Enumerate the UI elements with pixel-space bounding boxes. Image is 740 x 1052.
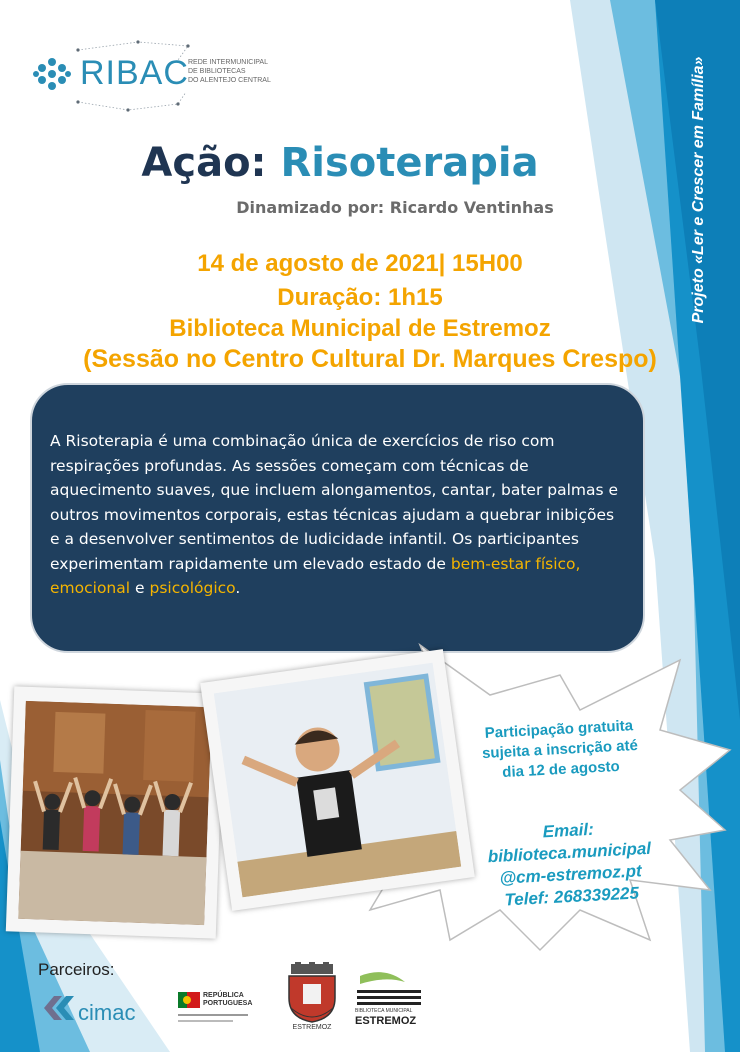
description-box xyxy=(30,383,645,653)
project-side-label: Projeto «Ler e Crescer em Família» xyxy=(690,56,707,324)
republica-logo: REPÚBLICA PORTUGUESA xyxy=(178,990,268,1030)
ribac-subtitle: REDE INTERMUNICIPAL DE BIBLIOTECAS DO ALENTEJO CENTRAL xyxy=(188,59,271,84)
email-domain[interactable]: @cm-estremoz.pt xyxy=(499,861,643,888)
participation-note: Participação gratuita sujeita a inscrição até dia 12 de agosto xyxy=(481,717,639,782)
phone-number[interactable]: Telef: 268339225 xyxy=(504,883,640,910)
portugal-flag-icon xyxy=(178,992,200,1008)
title-prefix: Ação: xyxy=(141,140,267,186)
photo-group-exercise xyxy=(18,701,211,925)
email-link[interactable]: biblioteca.municipal xyxy=(487,838,652,867)
biblioteca-estremoz-logo: BIBLIOTECA MUNICIPAL ESTREMOZ xyxy=(355,968,425,1034)
event-venue: Biblioteca Municipal de Estremoz xyxy=(169,315,551,342)
coat-of-arms-icon xyxy=(283,962,341,1024)
title-accent: Risoterapia xyxy=(280,140,539,186)
cimac-text: cimac xyxy=(78,1000,136,1025)
page-title xyxy=(0,140,680,186)
event-duration: Duração: 1h15 xyxy=(277,284,443,311)
contact-info: Email: biblioteca.municipal @cm-estremoz.pt Telef: 268339225 xyxy=(443,814,697,915)
estremoz-coat-of-arms xyxy=(283,962,341,1037)
page-subtitle: Dinamizado por: Ricardo Ventinhas xyxy=(236,198,554,217)
partners-label: Parceiros: xyxy=(38,960,115,979)
photo-group-card xyxy=(6,686,224,938)
library-icon xyxy=(355,968,425,1008)
estremoz-seal-text: ESTREMOZ xyxy=(292,1024,332,1031)
cimac-logo xyxy=(40,990,150,1030)
photo-instructor-card xyxy=(200,649,475,911)
photo-instructor xyxy=(214,663,462,898)
cimac-icon xyxy=(40,990,80,1026)
event-date: 14 de agosto de 2021| 15H00 xyxy=(197,250,523,277)
event-session: (Sessão no Centro Cultural Dr. Marques Crespo) xyxy=(83,345,657,373)
description-text: A Risoterapia é uma combinação única de exercícios de riso com respirações profundas. As sessões começam com técnicas de aquecimento suaves, que incluem alongamentos, cantar, bater palmas e outros movimentos corporais, estas técnicas ajudam a quebrar inibições e a desenvolver sentimentos de ludicidade infantil. Os participantes experimentam rapidamente um elevado estado de bem-estar físico, emocional e psicológico. xyxy=(50,432,619,597)
estremoz-lib-text: ESTREMOZ xyxy=(355,1015,417,1027)
ribac-name: RIBAC xyxy=(80,54,189,92)
